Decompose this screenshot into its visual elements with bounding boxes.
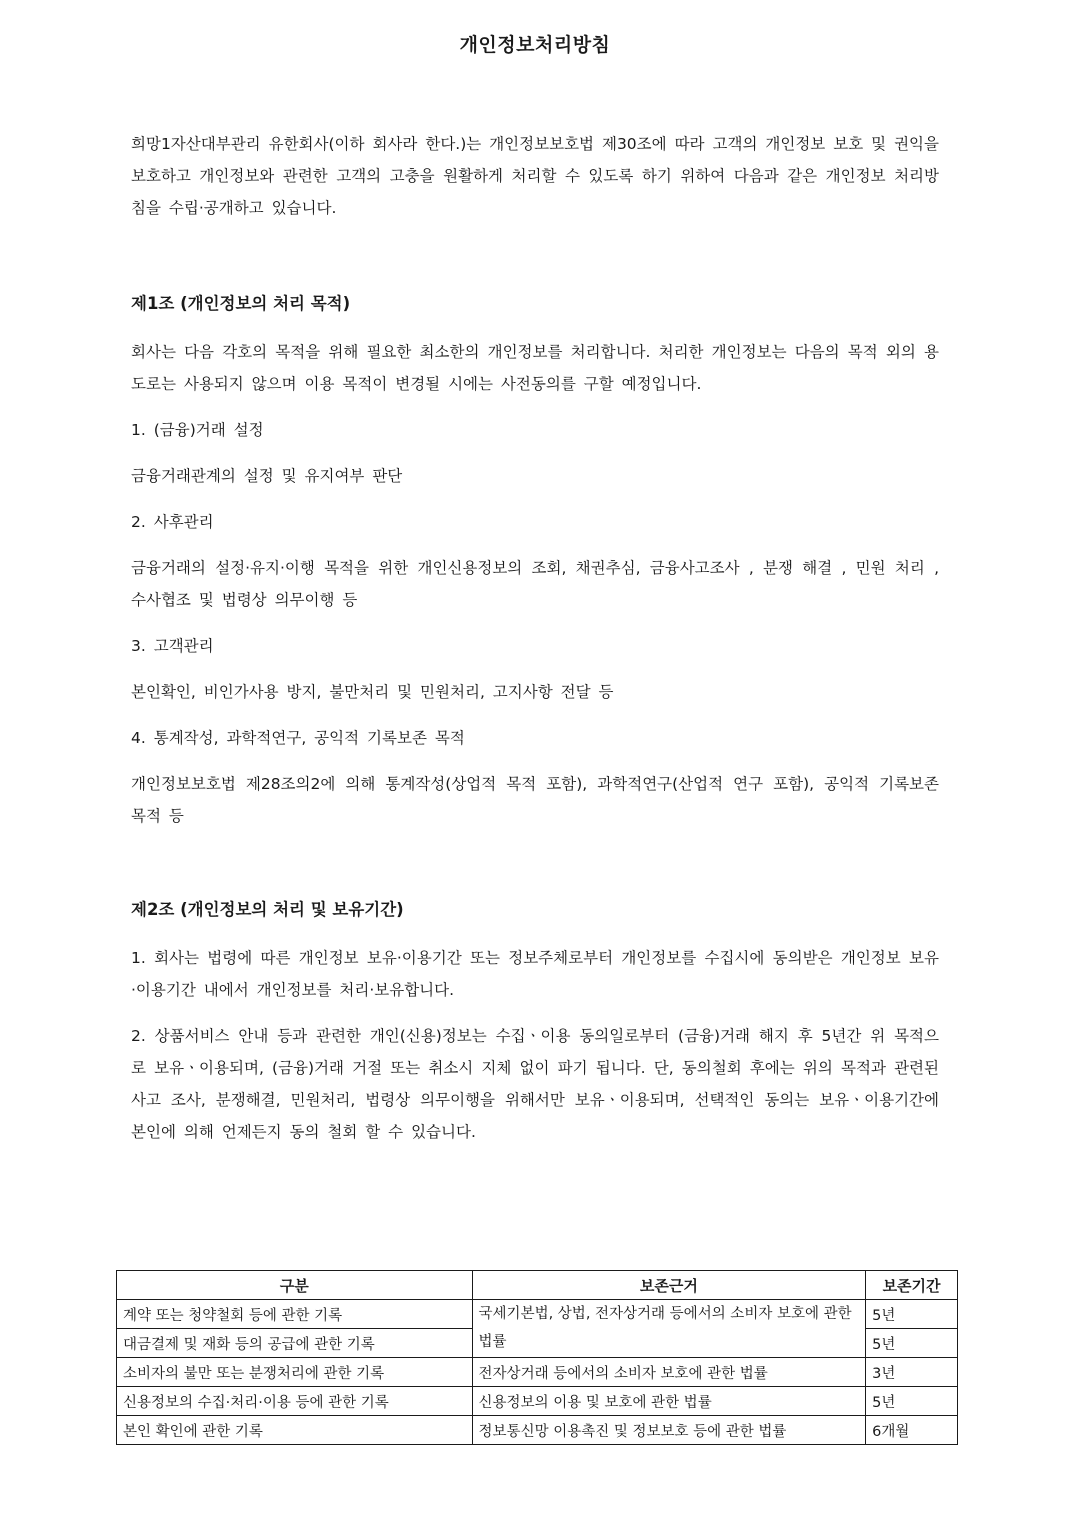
header-period: 보존기간 — [866, 1271, 958, 1300]
cell-category: 본인 확인에 관한 기록 — [117, 1416, 473, 1445]
section-spacer — [131, 846, 939, 894]
cell-period: 5년 — [866, 1329, 958, 1358]
cell-period: 5년 — [866, 1300, 958, 1329]
cell-period: 3년 — [866, 1358, 958, 1387]
article-1-heading: 제1조 (개인정보의 처리 목적) — [131, 294, 351, 313]
table-row — [117, 1387, 958, 1416]
article-2-paragraph-1: 1. 회사는 법령에 따른 개인정보 보유·이용기간 또는 정보주체로부터 개인정보를 수집시에 동의받은 개인정보 보유·이용기간 내에서 개인정보를 처리·보유합니다. — [131, 949, 939, 999]
document-title: 개인정보처리방침 — [459, 34, 611, 56]
cell-category: 계약 또는 청약철회 등에 관한 기록 — [117, 1300, 473, 1329]
header-category: 구분 — [117, 1271, 473, 1300]
table-row — [117, 1416, 958, 1445]
cell-basis: 신용정보의 이용 및 보호에 관한 법률 — [472, 1387, 866, 1416]
article-2 — [131, 894, 939, 1148]
article-2-heading: 제2조 (개인정보의 처리 및 보유기간) — [131, 900, 404, 919]
cell-category: 신용정보의 수집·처리·이용 등에 관한 기록 — [117, 1387, 473, 1416]
intro-paragraph: 희망1자산대부관리 유한회사(이하 회사라 한다.)는 개인정보보호법 제30조에 따라 고객의 개인정보 보호 및 권익을 보호하고 개인정보와 관련한 고객의 고충을 원활하게 처리할 수 있도록 하기 위하여 다음과 같은 개인정보 처리방침을 수립·공개하고 있습니다. — [131, 135, 939, 217]
article-1-item-heading: 3. 고객관리 — [131, 637, 214, 655]
table-row — [117, 1358, 958, 1387]
article-1-item-heading: 2. 사후관리 — [131, 513, 214, 531]
article-1-item-heading: 1. (금융)거래 설정 — [131, 421, 264, 439]
cell-basis-merged: 국세기본법, 상법, 전자상거래 등에서의 소비자 보호에 관한 법률 — [472, 1300, 866, 1358]
table-row — [117, 1300, 958, 1329]
article-1-item-body: 개인정보보호법 제28조의2에 의해 통계작성(상업적 목적 포함), 과학적연구(산업적 연구 포함), 공익적 기록보존 목적 등 — [131, 775, 939, 825]
document-body — [131, 128, 939, 1162]
article-1 — [131, 288, 939, 832]
table-header-row — [117, 1271, 958, 1300]
article-1-item-body: 본인확인, 비인가사용 방지, 불만처리 및 민원처리, 고지사항 전달 등 — [131, 683, 614, 701]
cell-category: 소비자의 불만 또는 분쟁처리에 관한 기록 — [117, 1358, 473, 1387]
article-1-item-body: 금융거래의 설정·유지·이행 목적을 위한 개인신용정보의 조회, 채권추심, 금융사고조사 , 분쟁 해결 , 민원 처리 , 수사협조 및 법령상 의무이행 등 — [131, 559, 939, 609]
cell-period: 5년 — [866, 1387, 958, 1416]
retention-table — [116, 1270, 958, 1445]
article-1-lead: 회사는 다음 각호의 목적을 위해 필요한 최소한의 개인정보를 처리합니다. 처리한 개인정보는 다음의 목적 외의 용도로는 사용되지 않으며 이용 목적이 변경될 시에는 사전동의를 구할 예정입니다. — [131, 343, 939, 393]
article-1-item-heading: 4. 통계작성, 과학적연구, 공익적 기록보존 목적 — [131, 729, 465, 747]
cell-basis: 전자상거래 등에서의 소비자 보호에 관한 법률 — [472, 1358, 866, 1387]
cell-basis: 정보통신망 이용촉진 및 정보보호 등에 관한 법률 — [472, 1416, 866, 1445]
cell-category: 대금결제 및 재화 등의 공급에 관한 기록 — [117, 1329, 473, 1358]
cell-period: 6개월 — [866, 1416, 958, 1445]
header-basis: 보존근거 — [472, 1271, 866, 1300]
article-1-item-body: 금융거래관계의 설정 및 유지여부 판단 — [131, 467, 403, 485]
article-2-paragraph-2: 2. 상품서비스 안내 등과 관련한 개인(신용)정보는 수집ㆍ이용 동의일로부터 (금융)거래 해지 후 5년간 위 목적으로 보유ㆍ이용되며, (금융)거래 거절 또는 취소시 지체 없이 파기 됩니다. 단, 동의철회 후에는 위의 목적과 관련된 사고 조사, 분쟁해결, 민원처리, 법령상 의무이행을 위해서만 보유ㆍ이용되며, 선택적인 동의는 보유ㆍ이용기간에 본인에 의해 언제든지 동의 철회 할 수 있습니다. — [131, 1027, 939, 1141]
